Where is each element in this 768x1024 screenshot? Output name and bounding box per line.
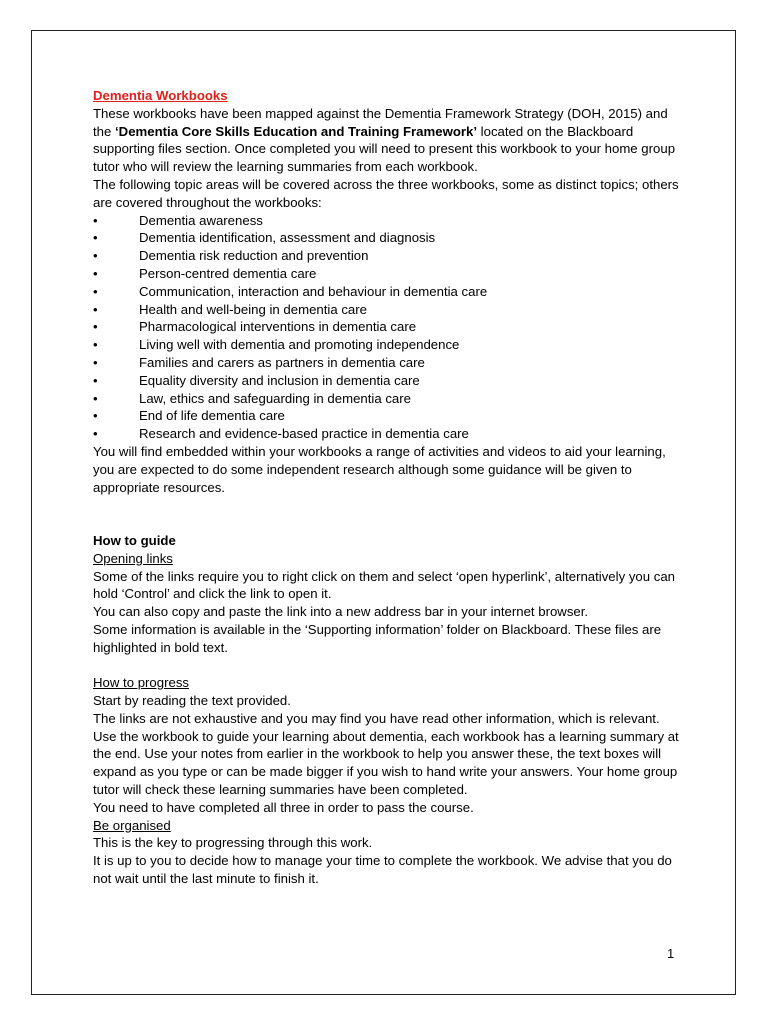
- bullet-icon: •: [93, 426, 98, 442]
- intro-text-2: located on the Blackboard supporting files section. Once completed you will need to present this workbook to your home group tutor who will review the learning summaries from each workbook.: [93, 123, 676, 175]
- topic-label: Families and carers as partners in dementia care: [139, 354, 425, 370]
- topic-item: [93, 283, 683, 301]
- topic-item: [93, 354, 683, 372]
- bullet-icon: •: [93, 319, 98, 335]
- topic-label: Communication, interaction and behaviour in dementia care: [139, 283, 488, 299]
- progress-text-4: You need to have completed all three in order to pass the course.: [93, 799, 474, 815]
- embedded-paragraph: You will find embedded within your workbooks a range of activities and videos to aid your learning, you are expected to do some independent research although some guidance will be given to appropriate resources.: [93, 443, 666, 495]
- bullet-icon: •: [93, 230, 98, 246]
- intro-paragraph: [93, 105, 683, 176]
- topic-item: [93, 372, 683, 390]
- topic-item: [93, 301, 683, 319]
- topic-label: Research and evidence-based practice in dementia care: [139, 426, 469, 442]
- topic-item: [93, 265, 683, 283]
- document-body: [93, 87, 683, 888]
- progress-text-3: Use the workbook to guide your learning about dementia, each workbook has a learning summary at the end. Use your notes from earlier in the workbook to help you answer these, the text boxes will expand as you type or can be made bigger if you wish to hand write your answers. Your home group tutor will check these learning summaries have been completed.: [93, 728, 679, 798]
- how-to-guide-heading: How to guide: [93, 532, 176, 548]
- how-to-progress-heading: How to progress: [93, 675, 190, 691]
- bullet-icon: •: [93, 283, 98, 299]
- topic-label: Law, ethics and safeguarding in dementia care: [139, 390, 411, 406]
- topic-item: [93, 247, 683, 265]
- topic-label: Dementia risk reduction and prevention: [139, 248, 369, 264]
- intro-text-1: These workbooks have been mapped against the Dementia Framework Strategy (DOH, 2015) and the: [93, 105, 668, 139]
- bullet-icon: •: [93, 372, 98, 388]
- topic-label: Dementia awareness: [139, 212, 263, 228]
- topic-label: End of life dementia care: [139, 408, 285, 424]
- opening-links-text-2: You can also copy and paste the link into a new address bar in your internet browser.: [93, 604, 589, 620]
- progress-text-1: Start by reading the text provided.: [93, 693, 291, 709]
- opening-links-heading: Opening links: [93, 550, 173, 566]
- topic-item: [93, 229, 683, 247]
- topic-item: [93, 390, 683, 408]
- bullet-icon: •: [93, 354, 98, 370]
- organised-text-2: It is up to you to decide how to manage your time to complete the workbook. We advise that you do not wait until the last minute to finish it.: [93, 853, 672, 887]
- page-number: 1: [667, 946, 675, 961]
- topic-item: [93, 336, 683, 354]
- topics-intro: The following topic areas will be covered across the three workbooks, some as distinct topics; others are covered throughout the workbooks:: [93, 176, 679, 210]
- bullet-icon: •: [93, 408, 98, 424]
- topic-label: Person-centred dementia care: [139, 265, 317, 281]
- be-organised-heading: Be organised: [93, 817, 171, 833]
- progress-text-2: The links are not exhaustive and you may find you have read other information, which is relevant.: [93, 710, 660, 726]
- topic-label: Health and well-being in dementia care: [139, 301, 367, 317]
- topic-item: [93, 318, 683, 336]
- opening-links-text-1: Some of the links require you to right click on them and select ‘open hyperlink’, alternatively you can hold ‘Control’ and click the link to open it.: [93, 568, 676, 602]
- topic-label: Equality diversity and inclusion in dementia care: [139, 372, 420, 388]
- topic-label: Dementia identification, assessment and diagnosis: [139, 230, 436, 246]
- bullet-icon: •: [93, 248, 98, 264]
- bullet-icon: •: [93, 337, 98, 353]
- organised-text-1: This is the key to progressing through this work.: [93, 835, 373, 851]
- opening-links-text-3: Some information is available in the ‘Supporting information’ folder on Blackboard. These files are highlighted in bold text.: [93, 621, 662, 655]
- topic-label: Living well with dementia and promoting independence: [139, 337, 460, 353]
- topic-list: [93, 212, 683, 443]
- bullet-icon: •: [93, 390, 98, 406]
- framework-name: ‘Dementia Core Skills Education and Training Framework’: [115, 123, 478, 139]
- topic-item: [93, 212, 683, 230]
- document-title: Dementia Workbooks: [93, 88, 228, 103]
- bullet-icon: •: [93, 301, 98, 317]
- topic-item: [93, 407, 683, 425]
- bullet-icon: •: [93, 212, 98, 228]
- topic-label: Pharmacological interventions in dementia care: [139, 319, 417, 335]
- bullet-icon: •: [93, 265, 98, 281]
- topic-item: [93, 425, 683, 443]
